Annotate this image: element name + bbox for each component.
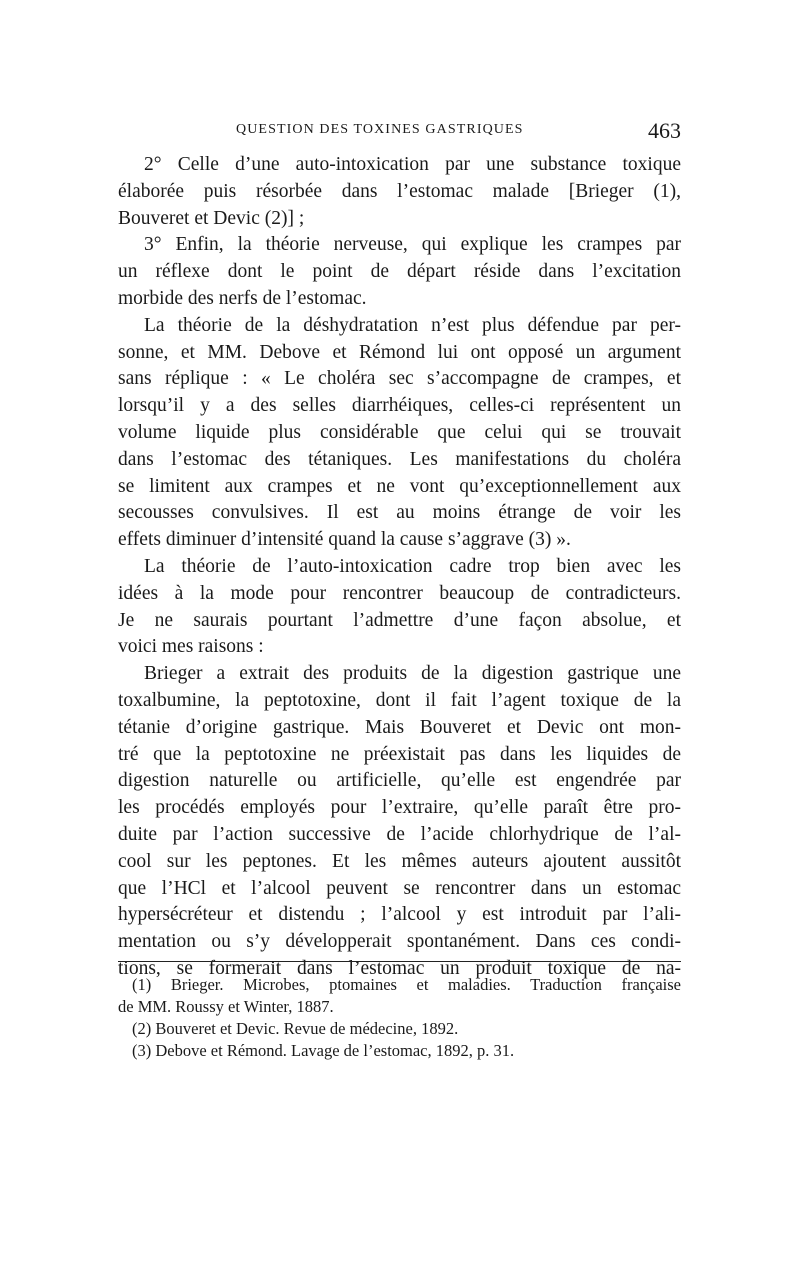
footnote-line: (1) Brieger. Microbes, ptomaines et maladies. Traduction française <box>132 975 681 994</box>
text-line: La théorie de l’auto-intoxication cadre trop bien avec les <box>144 555 681 577</box>
text-line: digestion naturelle ou artificielle, qu’elle est engendrée par <box>118 770 681 792</box>
text-line: Je ne saurais pourtant l’admettre d’une façon absolue, et <box>118 609 681 631</box>
text-line: idées à la mode pour rencontrer beaucoup de contradicteurs. <box>118 582 681 604</box>
running-head: QUESTION DES TOXINES GASTRIQUES <box>236 122 524 137</box>
footnotes <box>118 974 681 1062</box>
body-text <box>118 152 681 983</box>
text-line: élaborée puis résorbée dans l’estomac malade [Brieger (1), <box>118 180 681 202</box>
text-line: duite par l’action successive de l’acide chlorhydrique de l’al- <box>118 823 681 845</box>
text-line: 3° Enfin, la théorie nerveuse, qui explique les crampes par <box>144 234 681 256</box>
text-line: sonne, et MM. Debove et Rémond lui ont opposé un argument <box>118 341 681 363</box>
text-line: La théorie de la déshydratation n’est plus défendue par per- <box>144 314 681 336</box>
text-line: tré que la peptotoxine ne préexistait pas dans les liquides de <box>118 743 681 765</box>
text-line: tions, se formerait dans l’estomac un produit toxique de na- <box>118 957 681 979</box>
text-line: voici mes raisons : <box>118 636 264 658</box>
text-line: mentation ou s’y développerait spontanément. Dans ces condi- <box>118 931 681 953</box>
page-number: 463 <box>648 118 681 143</box>
text-line: lorsqu’il y a des selles diarrhéiques, celles-ci représentent un <box>118 395 681 417</box>
footnote-line: (3) Debove et Rémond. Lavage de l’estomac, 1892, p. 31. <box>132 1041 515 1060</box>
text-line: hypersécréteur et distendu ; l’alcool y est introduit par l’ali- <box>118 904 681 926</box>
text-line: cool sur les peptones. Et les mêmes auteurs ajoutent aussitôt <box>118 850 681 872</box>
text-line: se limitent aux crampes et ne vont qu’exceptionnellement aux <box>118 475 681 497</box>
text-line: Bouveret et Devic (2)] ; <box>118 207 305 229</box>
text-line: tétanie d’origine gastrique. Mais Bouveret et Devic ont mon- <box>118 716 681 738</box>
text-line: Brieger a extrait des produits de la digestion gastrique une <box>144 663 681 685</box>
text-line: effets diminuer d’intensité quand la cause s’aggrave (3) ». <box>118 529 571 551</box>
footnote-line: de MM. Roussy et Winter, 1887. <box>118 997 334 1016</box>
text-line: volume liquide plus considérable que celui qui se trouvait <box>118 421 681 443</box>
text-line: que l’HCl et l’alcool peuvent se rencontrer dans un estomac <box>118 877 681 899</box>
text-line: les procédés employés pour l’extraire, qu’elle paraît être pro- <box>118 797 681 819</box>
text-line: toxalbumine, la peptotoxine, dont il fait l’agent toxique de la <box>118 689 681 711</box>
text-line: dans l’estomac des tétaniques. Les manifestations du choléra <box>118 448 681 470</box>
footnote-rule <box>118 961 681 962</box>
text-line: sans réplique : « Le choléra sec s’accompagne de crampes, et <box>118 368 681 390</box>
footnote-line: (2) Bouveret et Devic. Revue de médecine, 1892. <box>132 1019 459 1038</box>
text-line: 2° Celle d’une auto-intoxication par une substance toxique <box>144 154 681 175</box>
text-line: un réflexe dont le point de départ réside dans l’excitation <box>118 261 681 283</box>
text-line: morbide des nerfs de l’estomac. <box>118 287 367 309</box>
text-line: secousses convulsives. Il est au moins étrange de voir les <box>118 502 681 524</box>
page-header <box>236 118 681 142</box>
